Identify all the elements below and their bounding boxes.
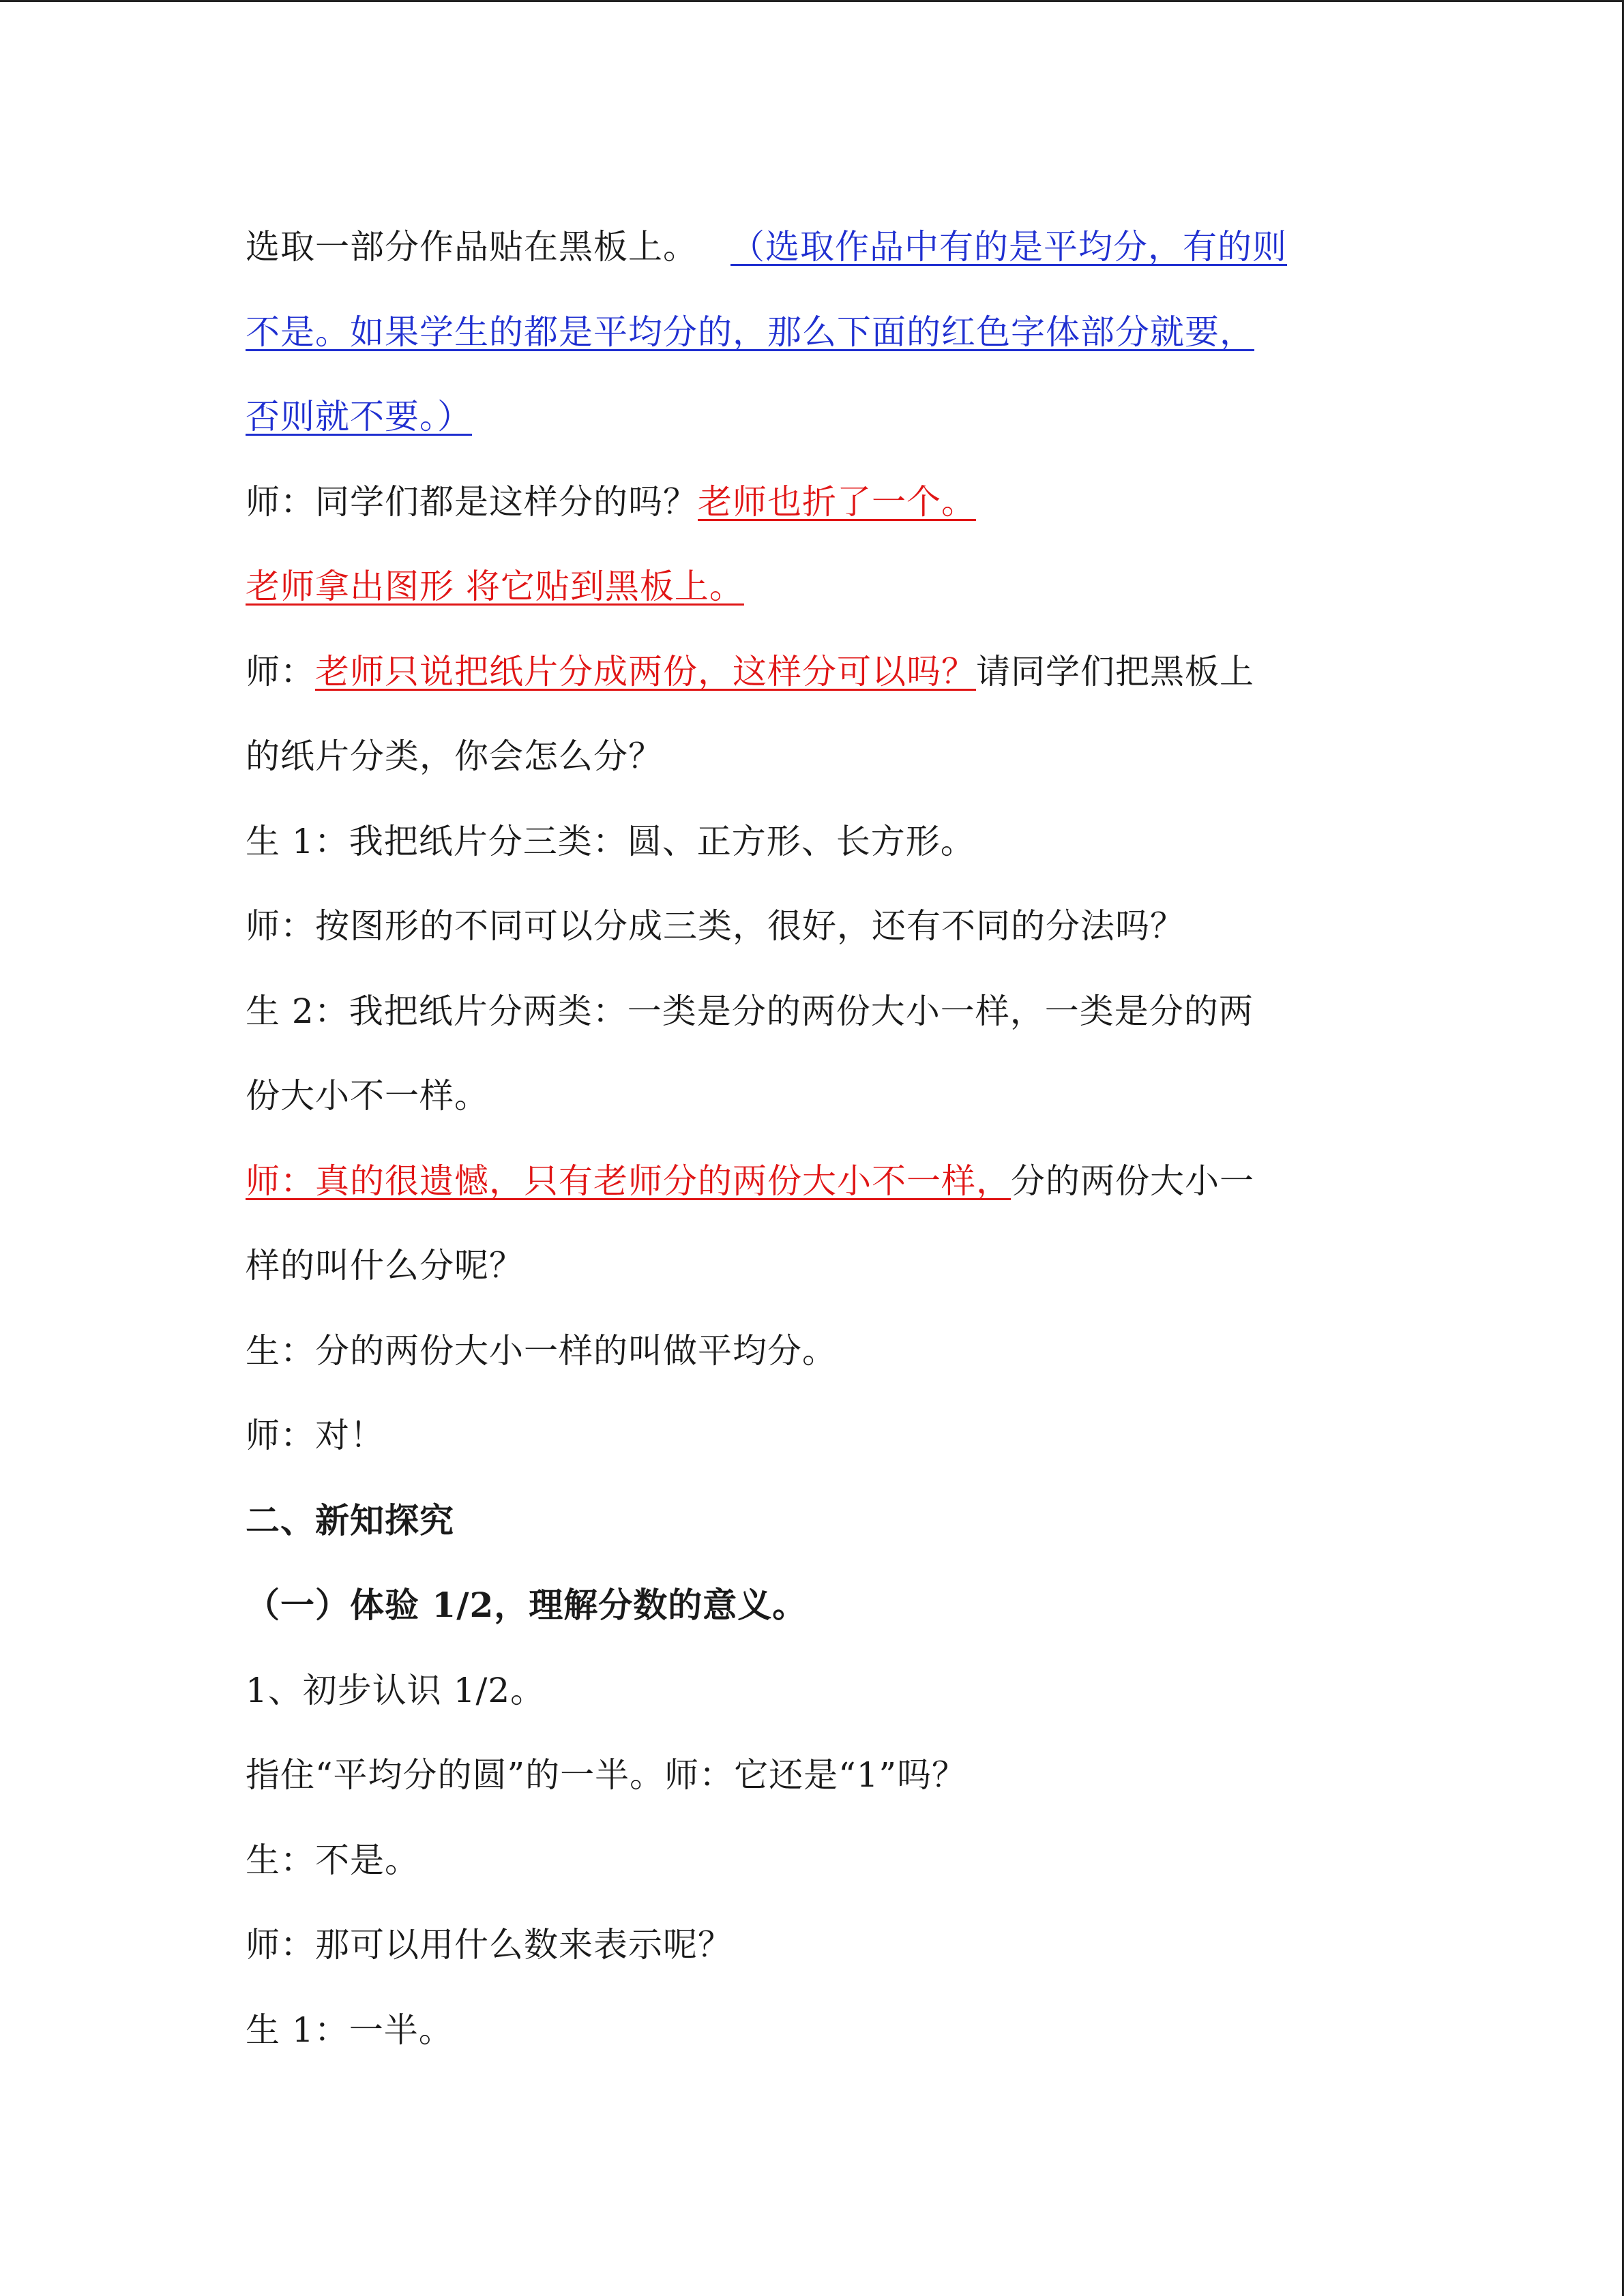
red-annotation: 老师拿出图形 将它贴到黑板上。 — [246, 567, 744, 606]
body-text: 生 1：我把纸片分三类：圆、正方形、长方形。 — [246, 821, 975, 861]
paragraph-line — [246, 290, 1391, 375]
body-text: 师：同学们都是这样分的吗？ — [246, 481, 698, 522]
body-text: 1、初步认识 1/2。 — [246, 1670, 546, 1710]
body-text: 生 1：一半。 — [246, 2010, 454, 2050]
body-text: 的纸片分类，你会怎么分？ — [246, 736, 663, 776]
dialogue-line — [246, 1309, 1391, 1394]
page-top-border — [0, 0, 1624, 2]
dialogue-line — [246, 1903, 1391, 1988]
paragraph-line — [246, 205, 1391, 290]
step-heading — [246, 1648, 1391, 1733]
dialogue-line — [246, 1988, 1391, 2073]
dialogue-line — [246, 884, 1391, 969]
paragraph-line — [246, 374, 1391, 460]
blue-annotation: 不是。如果学生的都是平均分的，那么下面的红色字体部分就要， — [246, 312, 1254, 352]
red-annotation: 老师也折了一个。 — [698, 481, 976, 522]
dialogue-line — [246, 1733, 1391, 1818]
body-text: 师：那可以用什么数来表示呢？ — [246, 1925, 733, 1965]
dialogue-line — [246, 1223, 1391, 1309]
subsection-heading — [246, 1563, 1391, 1648]
body-text: 师： — [246, 651, 315, 691]
body-text: 样的叫什么分呢？ — [246, 1246, 524, 1285]
body-text: 生 2：我把纸片分两类：一类是分的两份大小一样，一类是分的两 — [246, 991, 1254, 1031]
dialogue-line — [246, 1139, 1391, 1224]
dialogue-line — [246, 1393, 1391, 1478]
body-text: 份大小不一样。 — [246, 1076, 489, 1116]
dialogue-line — [246, 1054, 1391, 1139]
dialogue-line — [246, 799, 1391, 884]
blue-annotation: （选取作品中有的是平均分，有的则 — [730, 227, 1287, 267]
body-text: 分的两份大小一 — [1011, 1161, 1254, 1201]
body-text: 生：不是。 — [246, 1840, 419, 1880]
dialogue-line — [246, 460, 1391, 545]
dialogue-line — [246, 629, 1391, 715]
dialogue-line — [246, 714, 1391, 799]
dialogue-line — [246, 969, 1391, 1054]
heading-text: 二、新知探究 — [246, 1500, 454, 1540]
dialogue-line — [246, 544, 1391, 629]
red-annotation: 老师只说把纸片分成两份，这样分可以吗？ — [315, 651, 976, 691]
body-text: 生：分的两份大小一样的叫做平均分。 — [246, 1330, 837, 1371]
document-body — [246, 205, 1391, 2072]
body-text: 师：对！ — [246, 1416, 385, 1455]
heading-text: （一）体验 1/2，理解分数的意义。 — [246, 1585, 808, 1625]
body-text: 请同学们把黑板上 — [976, 651, 1254, 691]
red-annotation: 师：真的很遗憾，只有老师分的两份大小不一样， — [246, 1161, 1011, 1201]
dialogue-line — [246, 1818, 1391, 1903]
body-text: 选取一部分作品贴在黑板上。 — [246, 227, 698, 267]
body-text: 师：按图形的不同可以分成三类，很好，还有不同的分法吗？ — [246, 906, 1185, 946]
body-text: 指住“平均分的圆”的一半。师：它还是“1”吗？ — [246, 1755, 967, 1795]
section-heading — [246, 1478, 1391, 1564]
blue-annotation: 否则就不要。） — [246, 397, 472, 436]
